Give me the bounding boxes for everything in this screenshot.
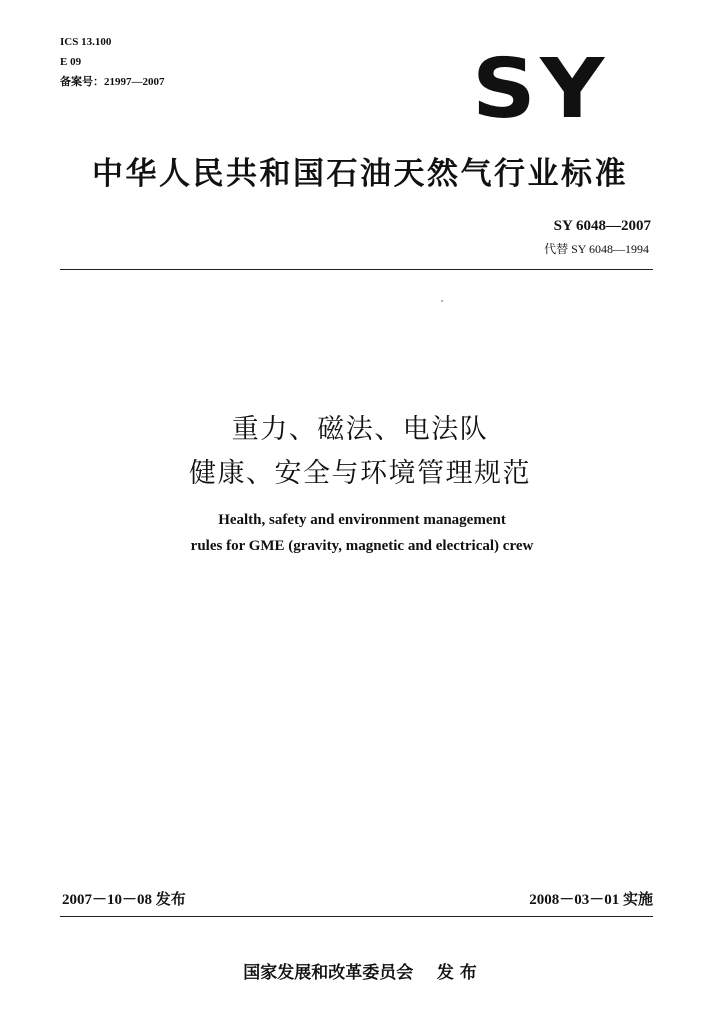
implementation-date: 2008－03－01 实施 [529,892,653,908]
document-title-en-line2: rules for GME (gravity, magnetic and electrical) crew [190,538,534,554]
document-title-zh-line2: 健康、安全与环境管理规范 [189,458,531,489]
standard-number: SY 6048—2007 [553,218,651,234]
scan-speck [441,300,443,302]
document-title-zh-line1: 重力、磁法、电法队 [231,414,489,445]
standard-category-title: 中华人民共和国石油天然气行业标准 [92,156,628,192]
document-title-en-line1: Health, safety and environment management [218,512,506,528]
ics-code: ICS 13.100 [60,36,112,48]
replaced-standard: 代替 SY 6048—1994 [544,242,649,256]
header-divider [60,269,653,270]
footer-divider [60,916,653,917]
issuing-authority: 国家发展和改革委员会 发 布 [243,963,477,983]
sy-logo: SY [472,42,609,137]
filing-number: 备案号：21997—2007 [60,76,165,88]
classification-code: E 09 [60,56,82,68]
release-date: 2007－10－08 发布 [62,892,186,908]
